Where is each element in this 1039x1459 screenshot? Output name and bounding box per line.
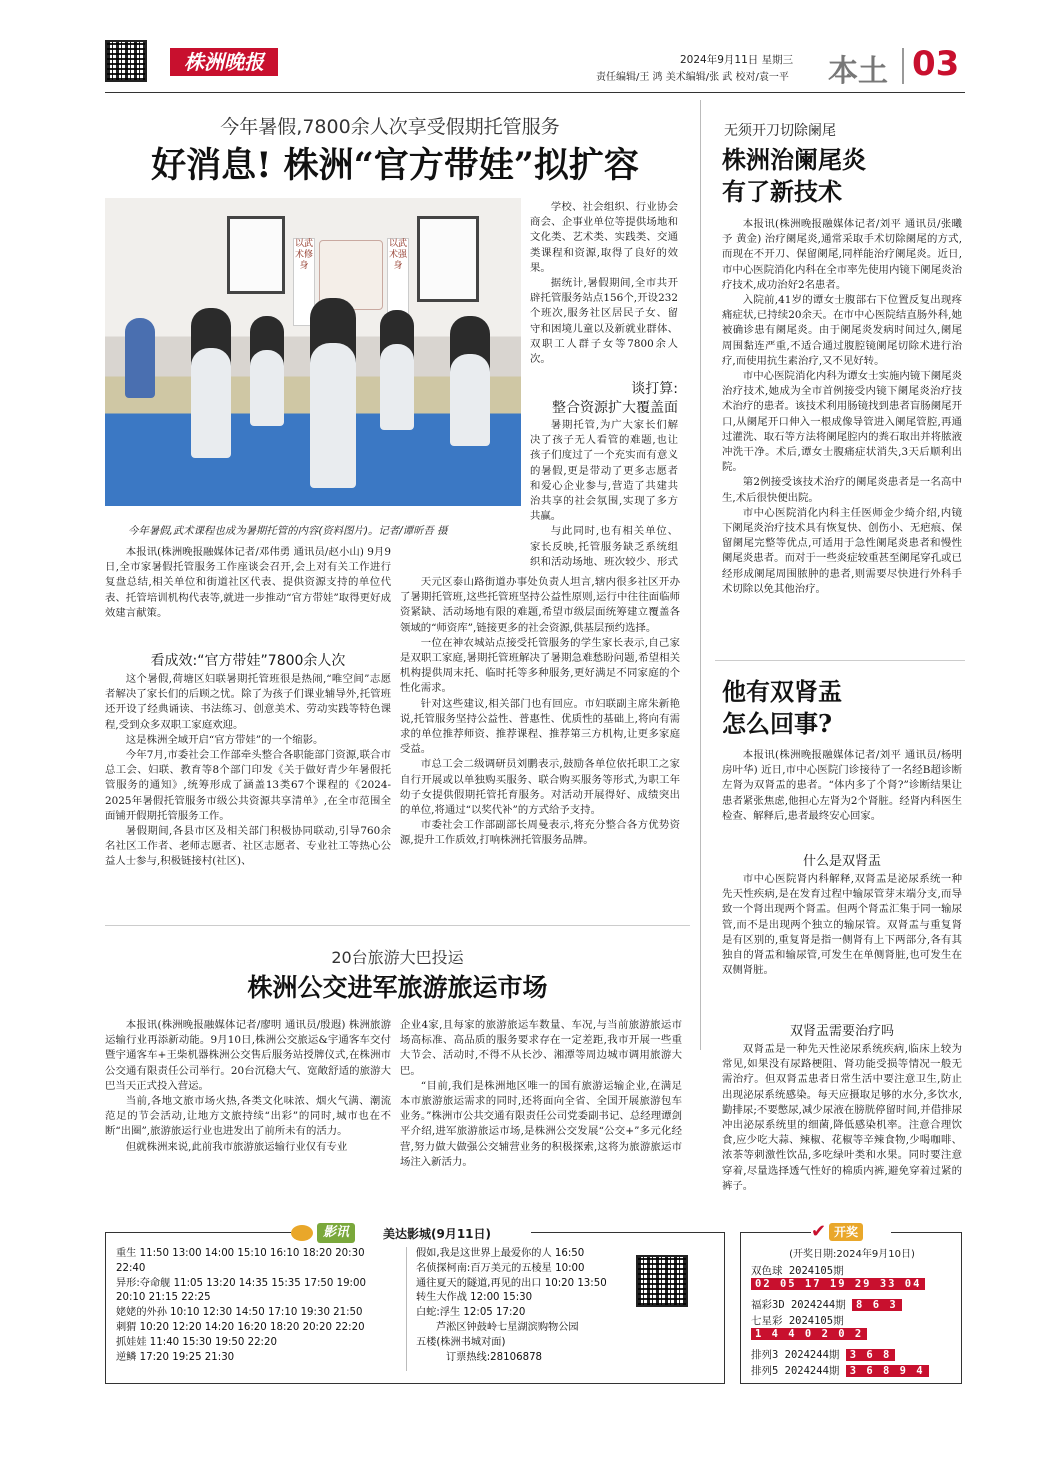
article2-title: 株洲公交进军旅游旅运市场 bbox=[247, 973, 548, 1002]
paragraph: 暑假期间,各县市区及相关部门积极协同联动,引导760余名社区工作者、老师志愿者、社区志愿者、专业社工等热心公益人士参与,积极链接村(社区)、 bbox=[105, 825, 391, 868]
cinema-list-right bbox=[416, 1247, 631, 1365]
paragraph: 本报讯(株洲晚报融媒体记者/廖明 通讯员/殷遐) 株洲旅游运输行业再添新动能。9月10日,株洲公交旅运&宇通客车交付暨宇通客车+王柴机器株洲公交售后服务站授牌仪式,在株洲市公交通有限责任公司举行。20台沉稳大气、宽敞舒适的旅游大巴当天正式投入营运。 bbox=[105, 1019, 391, 1092]
lottery-numbers: 3 6 8 9 4 bbox=[846, 1365, 929, 1377]
article1-heading-right2: 整合资源扩大覆盖面 bbox=[552, 400, 678, 416]
child-2 bbox=[191, 308, 231, 458]
paragraph: 市总工会二级调研员刘鹏表示,鼓励各单位依托职工之家自行开展或以单独购买服务、联合购买服务等形式,为职工年幼子女提供假期托管托育服务。对活动开展得好、成绩突出的单位,将通过“以奖代补”的方式给予支持。 bbox=[400, 758, 680, 817]
article4-body1 bbox=[722, 872, 962, 1012]
lottery-header bbox=[811, 1223, 891, 1243]
article4-title-line1: 他有双肾盂 bbox=[722, 677, 842, 706]
paragraph: 市中心医院消化内科为谭女士实施内镜下阑尾炎治疗技术,她成为全市首例接受内镜下阑尾炎治疗技术治疗的患者。该技术利用肠镜找到患者盲肠阑尾开口,从阑尾开口伸入一根成像导管进入阑尾管腔,再通过灌洗、取石等方法将阑尾腔内的粪石取出并将脓液冲洗干净。术后,谭女士腹痛症状消失,3天后顺利出院。 bbox=[722, 370, 962, 474]
article1-heading-right: 谈打算: bbox=[631, 381, 678, 397]
banner-left-text: 以武术修身 bbox=[294, 239, 313, 271]
masthead-rule bbox=[105, 92, 965, 93]
lottery-row bbox=[751, 1297, 902, 1312]
showtime-row: 逆鳞 17:20 19:25 21:30 bbox=[116, 1351, 235, 1363]
paragraph: 市中心医院肾内科解释,双肾盂是泌尿系统一种先天性疾病,是在发育过程中输尿管芽末端分支,而导致一个肾出现两个肾盂。但两个肾盂汇集于同一输尿管,而不是出现两个独立的输尿管。双肾盂与重复肾是有区别的,重复肾是指一侧肾有上下两部分,各有其独自的肾盂和输尿管,可发生在单侧肾脏,也可发生在双侧肾脏。 bbox=[722, 873, 962, 977]
article4-heading1: 什么是双肾盂 bbox=[802, 854, 881, 869]
child-5 bbox=[380, 310, 414, 430]
lottery-label: 排列5 2024244期 bbox=[751, 1365, 840, 1377]
section-divider bbox=[902, 48, 904, 84]
showtime-row: 20:10 21:15 22:25 bbox=[116, 1292, 211, 1304]
cinema-box bbox=[105, 1225, 725, 1384]
paragraph: 双肾盂是一种先天性泌尿系统疾病,临床上较为常见,如果没有尿路梗阻、肾功能受损等情况一般无需治疗。但双肾盂患者日常生活中要注意卫生,防止出现泌尿系统感染。每天应摄取足够的水分,多饮水,勤排尿;不要憋尿,减少尿液在膀胱停留时间,并借排尿冲出泌尿系统里的细菌,降低感染机率。注意合理饮食,应少吃大蒜、辣椒、花椒等辛辣食物,少喝咖啡、浓茶等刺激性饮品,多吃绿叶类和水果。同时要注意穿着,尽量选择透气性好的棉质内裤,避免穿着过紧的裤子。 bbox=[722, 1043, 962, 1192]
child-4 bbox=[310, 298, 356, 488]
article1-col-mid bbox=[400, 575, 680, 895]
paragraph: 入院前,41岁的谭女士腹部右下位置反复出现疼痛症状,已持续20余天。在市中心医院结直肠外科,她被确诊患有阑尾炎。由于阑尾炎发病时间过久,阑尾周围黏连严重,不适合通过腹腔镜阑尾切除术进行治疗,而使用抗生素治疗,又不见好转。 bbox=[722, 294, 962, 367]
paper-name: 株洲晚报 bbox=[184, 50, 264, 74]
editor-credits: 责任编辑/王 鸿 美术编辑/张 武 校对/袁一平 bbox=[596, 72, 789, 83]
article3-title-line2: 有了新技术 bbox=[722, 177, 842, 206]
cinema-divider bbox=[406, 1247, 407, 1371]
paragraph: 今年7月,市委社会工作部牵头整合各职能部门资源,联合市总工会、妇联、教育等8个部门印发《关于做好青少年暑假托管服务的通知》,统筹形成了涵盖13类67个课程的《2024-2025年暑假托管服务市级公共资源共享清单》,在全市范围全面铺开假期托管服务工作。 bbox=[105, 749, 391, 822]
cinema-name: 美达影城(9月11日) bbox=[383, 1227, 492, 1241]
article4-title-line2: 怎么回事? bbox=[722, 709, 833, 738]
paragraph: 暑期托管,为广大家长们解决了孩子无人看管的难题,也让孩子们度过了一个充实而有意义的暑假,更是带动了更多志愿者和爱心企业参与,营造了共建共治共享的社会氛围,实现了多方共赢。 bbox=[530, 419, 678, 523]
article3-body bbox=[722, 217, 962, 657]
paragraph: 第2例接受该技术治疗的阑尾炎患者是一名高中生,术后很快便出院。 bbox=[722, 476, 962, 504]
cinema-address-1: 芦淞区钟鼓岭七星湖滨购物公园 bbox=[436, 1321, 579, 1333]
paragraph: 学校、社会组织、行业协会商会、企事业单位等提供场地和文化类、艺术类、实践类、交通类课程和资源,取得了良好的效果。 bbox=[530, 201, 678, 274]
lottery-numbers: 1 4 4 0 2 0 2 bbox=[751, 1328, 867, 1340]
lottery-row bbox=[751, 1347, 895, 1362]
article1-heading-left: 看成效:“官方带娃”7800余人次 bbox=[150, 653, 346, 669]
article2-col1 bbox=[105, 1018, 391, 1228]
showtime-row: 抓娃娃 11:40 15:30 19:50 22:20 bbox=[116, 1336, 277, 1348]
paragraph: 这个暑假,荷塘区妇联暑期托管班很是热闹,“唯空间”志愿者解决了家长们的后顾之忧。除了为孩子们课业辅导外,托管班还开设了经典诵读、书法练习、创意美术、劳动实践等特色课程,受到众多双职工家庭欢迎。 bbox=[105, 673, 391, 731]
showtime-row: 转生大作战 12:00 15:30 bbox=[416, 1292, 533, 1304]
banner-right-text: 以武术强身 bbox=[388, 239, 407, 271]
paragraph: 天元区泰山路街道办事处负责人坦言,辖内很多社区开办了暑期托管班,这些托管班坚持公益性原则,运行中往往面临师资紧缺、活动场地有限的难题,希望市级层面统筹建立覆盖各领域的“师资库”,链接更多的社会资源,供基层预约选择。 bbox=[400, 576, 680, 634]
paragraph: 这是株洲全域开启“官方带娃”的一个缩影。 bbox=[125, 733, 324, 746]
lottery-numbers: 3 6 8 bbox=[846, 1349, 896, 1361]
article2-col2 bbox=[400, 1018, 682, 1228]
article1-right-top bbox=[530, 200, 678, 390]
lottery-date: (开奖日期:2024年9月10日) bbox=[789, 1249, 915, 1260]
paragraph: 企业4家,且每家的旅游旅运车数量、车况,与当前旅游旅运市场高标准、高品质的服务要求存在一定差距,我市开展一些重大节会、活动时,不得不从长沙、湘潭等周边城市调用旅游大巴。 bbox=[400, 1019, 682, 1077]
issue-date: 2024年9月11日 星期三 bbox=[680, 54, 794, 66]
showtime-row: 22:40 bbox=[116, 1262, 146, 1274]
lottery-tag: 开奖 bbox=[829, 1223, 863, 1241]
showtime-row: 姥姥的外孙 10:10 12:30 14:50 17:10 19:30 21:50 bbox=[116, 1307, 363, 1319]
paragraph: 市委社会工作部副部长周曼表示,将充分整合各方优势资源,提升工作质效,打响株洲托管服务品牌。 bbox=[400, 819, 680, 847]
article1-title: 好消息! 株洲“官方带娃”拟扩容 bbox=[151, 145, 639, 186]
window-right bbox=[417, 216, 479, 302]
article4-intro bbox=[722, 748, 962, 840]
checkmark-icon: ✔ bbox=[811, 1221, 827, 1242]
child-1 bbox=[125, 318, 155, 398]
article2-subtitle: 20台旅游大巴投运 bbox=[331, 948, 464, 967]
article1-col-left-top bbox=[105, 545, 391, 645]
article1-right-mid bbox=[530, 418, 678, 568]
lottery-label: 排列3 2024244期 bbox=[751, 1349, 840, 1361]
cinema-header bbox=[291, 1223, 531, 1243]
section-name: 本土 bbox=[828, 54, 888, 89]
showtime-row: 名侦探柯南:百万美元的五棱星 10:00 bbox=[416, 1262, 585, 1274]
showtime-row: 通往夏天的隧道,再见的出口 10:20 13:50 bbox=[416, 1277, 607, 1289]
showtime-row: 刺猬 10:20 12:20 14:20 16:20 18:20 20:20 22:20 bbox=[116, 1321, 365, 1333]
cinema-list-left bbox=[116, 1247, 398, 1365]
article3-title-line1: 株洲治阑尾炎 bbox=[722, 145, 866, 174]
lottery-label: 七星彩 2024105期 bbox=[751, 1315, 844, 1327]
paragraph: 但就株洲来说,此前我市旅游旅运输行业仅有专业 bbox=[125, 1140, 348, 1153]
paragraph: 本报讯(株洲晚报融媒体记者/刘平 通讯员/张曦予 黄金) 治疗阑尾炎,通常采取手术切除阑尾的方式,而现在不开刀、保留阑尾,同样能治疗阑尾炎。近日,市中心医院消化内科在全市率先使用内镜下阑尾炎治疗技术,成功治好2名患者。 bbox=[722, 218, 962, 291]
paragraph: 与此同时,也有相关单位、家长反映,托管服务缺乏系统组织和活动场地、班次较少、形式 bbox=[530, 525, 678, 568]
lottery-row bbox=[751, 1263, 925, 1290]
showtime-row: 异形:夺命舰 11:05 13:20 14:35 15:35 17:50 19:00 bbox=[116, 1277, 366, 1289]
showtime-row: 假如,我是这世界上最爱你的人 16:50 bbox=[416, 1248, 585, 1259]
paragraph: 一位在神农城站点接受托管服务的学生家长表示,自己家是双职工家庭,暑期托管班解决了暑期急难愁盼问题,希望相关机构提供周末托、临时托等多种服务,更好满足不同家庭的个性化需求。 bbox=[400, 636, 680, 695]
paragraph: “目前,我们是株洲地区唯一的国有旅游运输企业,在满足本市旅游旅运需求的同时,还将面向全省、全国开展旅游包车业务。”株洲市公共交通有限责任公司党委副书记、总经理谭剑平介绍,进军旅游旅运市场,是株洲公交发展“公交+”多元化经营,努力做大做强公交辅营业务的积极探索,这将为旅游旅运市场注入新活力。 bbox=[400, 1079, 682, 1168]
child-6 bbox=[450, 316, 490, 446]
lottery-row bbox=[751, 1313, 867, 1340]
lottery-label: 福彩3D 2024244期 bbox=[751, 1299, 846, 1311]
article4-heading2: 双肾盂需要治疗吗 bbox=[789, 1024, 894, 1039]
article1-col-left bbox=[105, 672, 391, 902]
cinema-tag: 影讯 bbox=[317, 1223, 355, 1243]
cinema-qr-code-icon bbox=[636, 1255, 688, 1307]
article4-body2 bbox=[722, 1042, 962, 1222]
film-icon bbox=[291, 1225, 313, 1241]
paragraph: 本报讯(株洲晚报融媒体记者/邓伟勇 通讯员/赵小山) 9月9日,全市家暑假托管服务工作座谈会召开,会上对有关工作进行复盘总结,相关单位和街道社区代表、提供资源支持的单位代表、托管培训机构代表等,就进一步推动“官方带娃”取得更好成效建言献策。 bbox=[105, 546, 391, 619]
paragraph: 当前,各地文旅市场火热,各类文化味浓、烟火气满、潮流范足的节会活动,让地方文旅持续“出彩”的同时,城市也在不断“出圈”,旅游旅运行业也进发出了前所未有的活力。 bbox=[105, 1095, 391, 1138]
article1-photo-caption: 今年暑假,武术课程也成为暑期托管的内容(资料图片)。记者/谭昕吾 摄 bbox=[128, 525, 448, 537]
paragraph: 本报讯(株洲晚报融媒体记者/刘平 通讯员/杨明 房叶华) 近日,市中心医院门诊接待了一名经B超诊断左肾为双肾盂的患者。“体内多了个肾?”诊断结果让患者紧张焦虑,他担心左肾为2个肾脏。经肾内科医生检查、解释后,患者最终安心回家。 bbox=[722, 749, 962, 822]
lottery-box bbox=[740, 1221, 962, 1384]
child-3 bbox=[250, 316, 284, 426]
page-number: 03 bbox=[912, 44, 960, 84]
column-rule-main bbox=[700, 100, 701, 1050]
article3-bottom-rule bbox=[715, 660, 965, 661]
article1-photo bbox=[105, 198, 521, 506]
paper-logo bbox=[170, 48, 278, 76]
qr-code-icon bbox=[105, 40, 147, 82]
showtime-row: 白蛇:浮生 12:05 17:20 bbox=[416, 1307, 526, 1319]
cinema-address-2: 五楼(株洲书城对面) bbox=[416, 1336, 506, 1348]
paragraph: 针对这些建议,相关部门也有回应。市妇联副主席朱新艳说,托管服务坚持公益性、普惠性、优质性的基础上,将向有需求的单位推荐师资、推荐课程、推荐第三方机构,让更多家庭受益。 bbox=[400, 697, 680, 756]
lottery-row bbox=[751, 1363, 929, 1378]
paragraph: 据统计,暑假期间,全市共开辟托管服务站点156个,开设232个班次,服务社区居民子女、留守和困境儿童以及新就业群体、双职工人群子女等7800余人次。 bbox=[530, 277, 678, 366]
cinema-hotline: 订票热线:28106878 bbox=[446, 1351, 543, 1363]
article3-kicker: 无须开刀切除阑尾 bbox=[724, 123, 836, 139]
window-left bbox=[227, 216, 285, 294]
paragraph: 市中心医院消化内科主任医师金少绮介绍,内镜下阑尾炎治疗技术具有恢复快、创伤小、无疤痕、保留阑尾完整等优点,可适用于急性阑尾炎患者和慢性阑尾炎患者。而对于一些炎症较重甚至阑尾穿孔或已经形成阑尾周围脓肿的患者,则需要尽快进行外科手术切除以免其他治疗。 bbox=[722, 506, 962, 595]
lottery-numbers: 02 05 17 19 29 33 04 bbox=[751, 1278, 925, 1290]
showtime-row: 重生 11:50 13:00 14:00 15:10 16:10 18:20 20:30 bbox=[116, 1248, 365, 1259]
lottery-label: 双色球 2024105期 bbox=[751, 1265, 844, 1277]
lottery-numbers: 8 6 3 bbox=[852, 1299, 902, 1311]
article1-subtitle: 今年暑假,7800余人次享受假期托管服务 bbox=[220, 116, 560, 138]
article1-bottom-rule bbox=[105, 925, 690, 926]
